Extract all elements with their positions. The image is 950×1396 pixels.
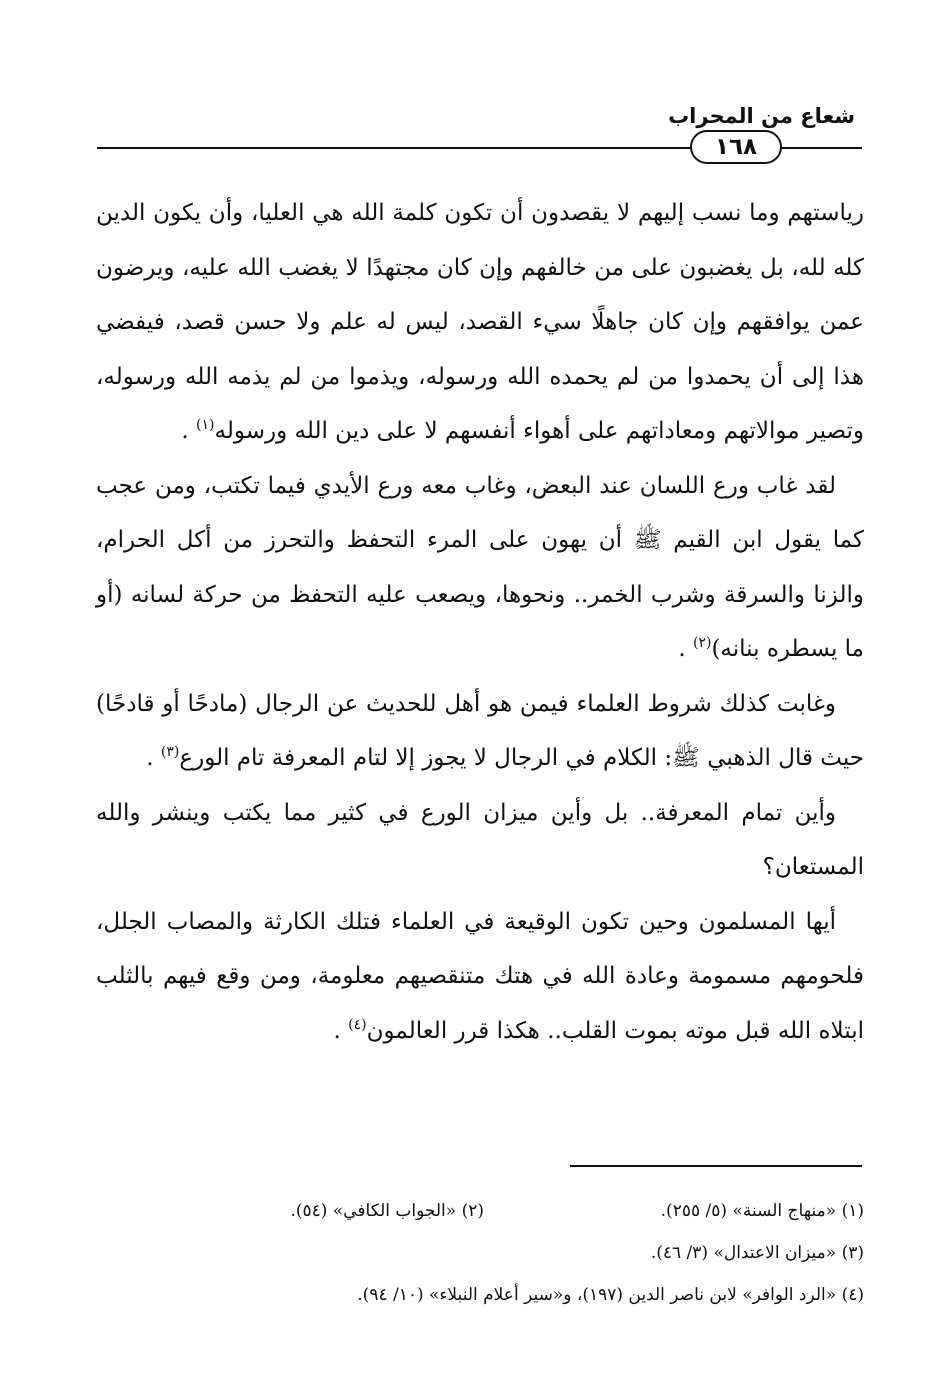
footnotes (96, 1190, 864, 1316)
footnote-1: (١) «منهاج السنة» (٥/ ٢٥٥). (660, 1201, 864, 1221)
paragraph-end: . (181, 418, 189, 444)
paragraph (96, 459, 864, 677)
paragraph-text: وغابت كذلك شروط العلماء فيمن هو أهل للحديث عن الرجال (مادحًا أو قادحًا) حيث قال الذهبي ﷺ: الكلام في الرجال لا يجوز إلا لتام المعرفة تام الورع (96, 690, 864, 771)
paragraph (96, 786, 864, 895)
paragraph-text: أيها المسلمون وحين تكون الوقيعة في العلماء فتلك الكارثة والمصاب الجلل، فلحومهم مسمومة وعادة الله في هتك متنقصيهم معلومة، ومن وقع فيهم بالثلب ابتلاه الله قبل موته بموت القلب.. هكذا قرر العالمون (96, 908, 864, 1044)
paragraph-end: . (146, 745, 154, 771)
footnote-marker: (١) (196, 417, 215, 433)
running-title: شعاع من المحراب (668, 104, 855, 128)
paragraph-end: . (333, 1017, 341, 1044)
paragraph (96, 895, 864, 1059)
footnote-marker: (٢) (692, 635, 712, 651)
footnote-4: (٤) «الرد الوافر» لابن ناصر الدين (١٩٧)، و«سير أعلام النبلاء» (١٠/ ٩٤). (357, 1285, 864, 1305)
footnote-separator (570, 1165, 862, 1167)
footnote-2: (٢) «الجواب الكافي» (٥٤). (290, 1201, 484, 1221)
paragraph-text: رياستهم وما نسب إليهم لا يقصدون أن تكون كلمة الله هي العليا، وأن يكون الدين كله لله، بل يغضبون على من خالفهم وإن كان مجتهدًا لا يغضب الله عليه، ويرضون عمن يوافقهم وإن كان جاهلًا سيء القصد، ليس له علم ولا حسن قصد، فيفضي هذا إلى أن يحمدوا من لم يحمده الله ورسوله، ويذموا من لم يذمه الله ورسوله، وتصير موالاتهم ومعاداتهم على أهواء أنفسهم لا على دين الله ورسوله (96, 200, 864, 444)
footnote-marker: (٤) (348, 1016, 367, 1033)
paragraph (96, 186, 864, 459)
paragraph-text: لقد غاب ورع اللسان عند البعض، وغاب معه ورع الأيدي فيما تكتب، ومن عجب كما يقول ابن القيم ﷺ أن يهون على المرء التحفظ والتحرز من أكل الحرام، والزنا والسرقة وشرب الخمر.. ونحوها، ويصعب عليه التحفظ من حركة لسانه (أو ما يسطره بنانه) (96, 472, 864, 662)
header-rule-right (780, 147, 862, 149)
paragraph-text: وأين تمام المعرفة.. بل وأين ميزان الورع في كثير مما يكتب وينشر والله المستعان؟ (96, 799, 864, 880)
footnote-3: (٣) «ميزان الاعتدال» (٣/ ٤٦). (650, 1243, 864, 1263)
main-text (96, 186, 864, 1058)
paragraph-end: . (678, 636, 686, 662)
paragraph (96, 677, 864, 786)
header-rule-left (97, 147, 692, 149)
page-number: ١٦٨ (690, 130, 782, 164)
footnote-marker: (٣) (160, 744, 180, 760)
footnote-row (96, 1190, 864, 1232)
